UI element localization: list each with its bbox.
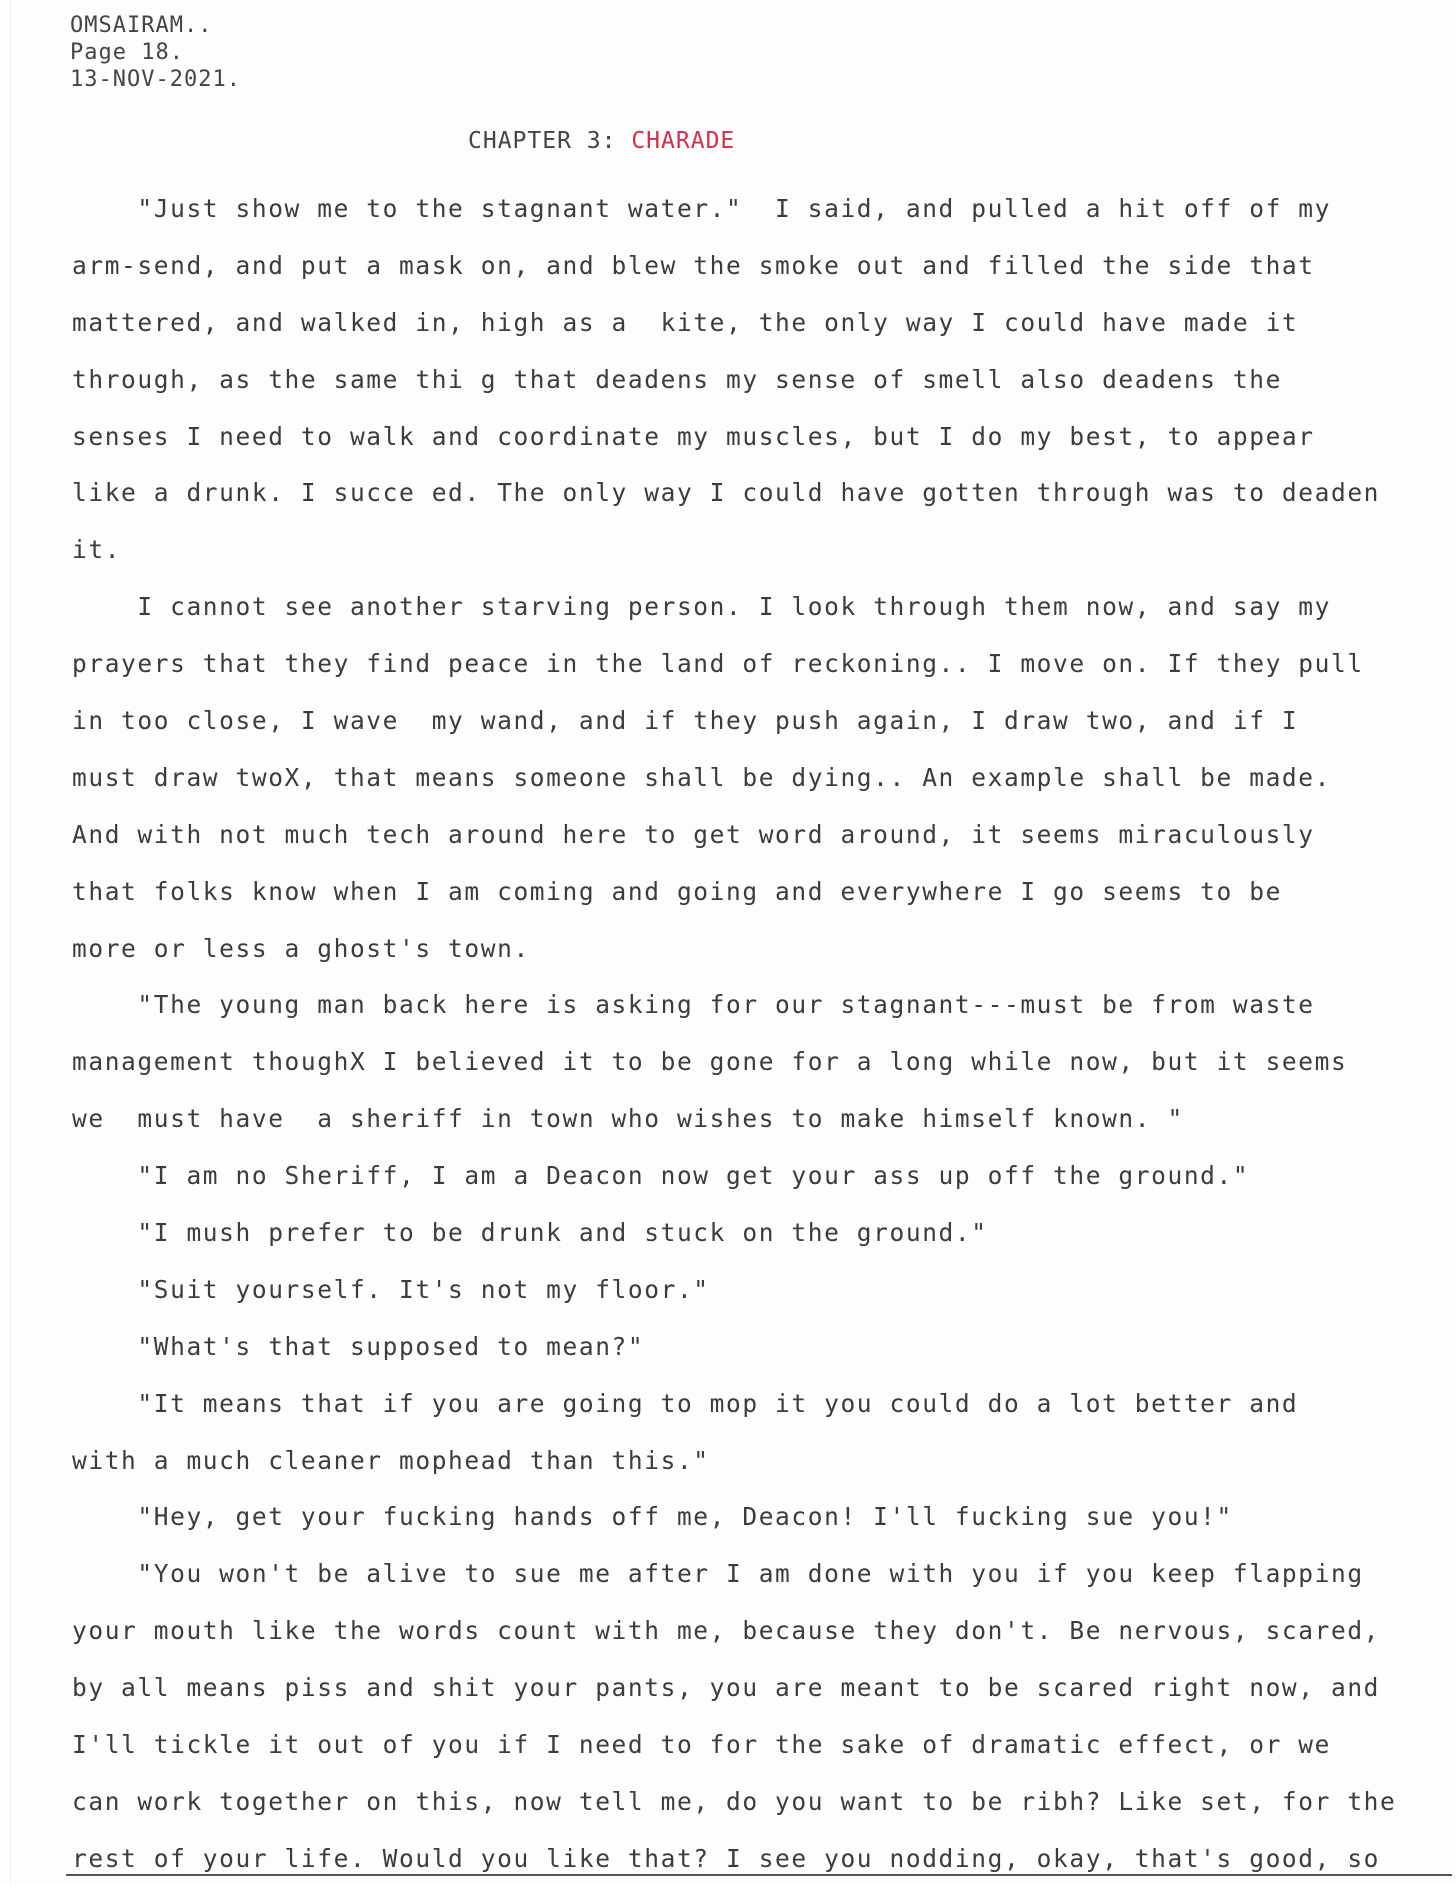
body-text — [72, 181, 1456, 1888]
page-bottom-edge — [66, 1874, 1452, 1876]
page-header — [70, 12, 241, 93]
header-date: 13-NOV-2021. — [70, 67, 241, 92]
chapter-name: CHARADE — [631, 128, 736, 154]
text-line: "What's that supposed to mean?" — [72, 1331, 645, 1361]
text-line: "It means that if you are going to mop it you could do a lot better and — [72, 1388, 1299, 1418]
header-title: OMSAIRAM.. — [70, 13, 213, 38]
text-line: "The young man back here is asking for our stagnant---must be from waste — [72, 990, 1315, 1020]
text-line: we must have a sheriff in town who wishes to make himself known. " — [72, 1104, 1184, 1134]
text-line: like a drunk. I succe ed. The only way I could have gotten through was to deaden — [72, 478, 1381, 508]
text-line: arm-send, and put a mask on, and blew the smoke out and filled the side that — [72, 250, 1315, 280]
text-line: senses I need to walk and coordinate my muscles, but I do my best, to appear — [72, 421, 1315, 451]
text-line: in too close, I wave my wand, and if they push again, I draw two, and if I — [72, 706, 1299, 736]
chapter-heading — [468, 128, 735, 154]
text-line: management thoughX I believed it to be gone for a long while now, but it seems — [72, 1047, 1348, 1077]
text-line: I'll tickle it out of you if I need to for the sake of dramatic effect, or we — [72, 1730, 1331, 1760]
text-line: through, as the same thi g that deadens my sense of smell also deadens the — [72, 364, 1282, 394]
text-line: that folks know when I am coming and going and everywhere I go seems to be — [72, 876, 1282, 906]
text-line: with a much cleaner mophead than this." — [72, 1445, 710, 1475]
text-line: your mouth like the words count with me, because they don't. Be nervous, scared, — [72, 1616, 1381, 1646]
text-line: "Suit yourself. It's not my floor." — [72, 1274, 710, 1304]
text-line: prayers that they find peace in the land of reckoning.. I move on. If they pull — [72, 649, 1364, 679]
text-line: "Hey, get your fucking hands off me, Deacon! I'll fucking sue you!" — [72, 1502, 1233, 1532]
page-edge — [10, 0, 11, 1884]
text-line: rest of your life. Would you like that? I see you nodding, okay, that's good, so — [72, 1843, 1381, 1873]
text-line: "You won't be alive to sue me after I am done with you if you keep flapping — [72, 1559, 1364, 1589]
text-line: "I mush prefer to be drunk and stuck on the ground." — [72, 1218, 988, 1248]
text-line: mattered, and walked in, high as a kite, the only way I could have made it — [72, 307, 1299, 337]
text-line: it. — [72, 535, 122, 565]
text-line: by all means piss and shit your pants, you are meant to be scared right now, and — [72, 1673, 1381, 1703]
text-line: I cannot see another starving person. I look through them now, and say my — [72, 592, 1331, 622]
text-line: must draw twoX, that means someone shall be dying.. An example shall be made. — [72, 762, 1331, 792]
text-line: "I am no Sheriff, I am a Deacon now get your ass up off the ground." — [72, 1161, 1250, 1191]
chapter-number: CHAPTER 3: — [468, 128, 632, 154]
text-line: "Just show me to the stagnant water." I said, and pulled a hit off of my — [72, 194, 1331, 223]
text-line: And with not much tech around here to get word around, it seems miraculously — [72, 819, 1315, 849]
text-line: can work together on this, now tell me, do you want to be ribh? Like set, for the — [72, 1786, 1397, 1816]
header-page-number: Page 18. — [70, 40, 184, 65]
text-line: more or less a ghost's town. — [72, 933, 530, 963]
